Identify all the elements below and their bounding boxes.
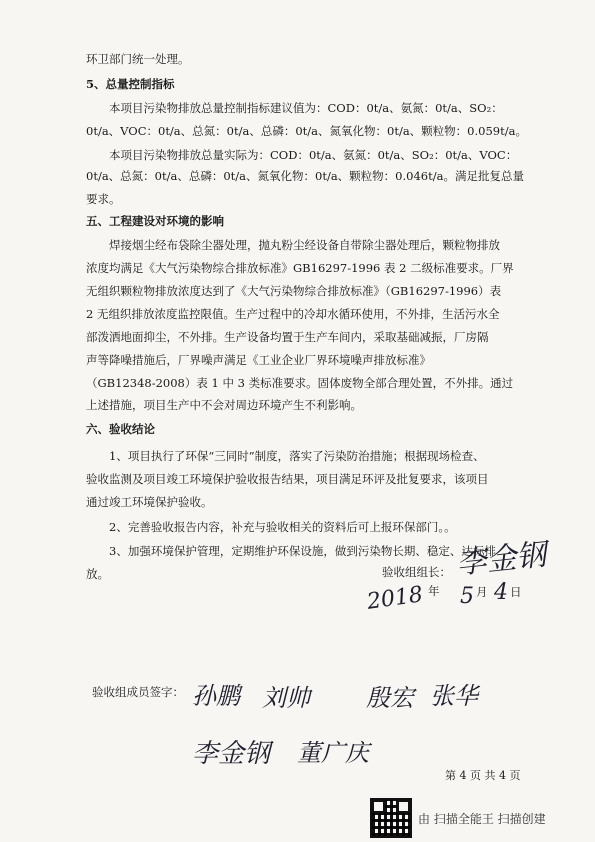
body-line: 1、项目执行了环保“三同时”制度，落实了污染防治措施；根据现场检查、	[86, 449, 485, 463]
date-year-char: 年	[428, 584, 440, 598]
body-line: 部泼洒地面抑尘，不外排。生产设备均置于生产车间内，采取基础减振，厂房隔	[86, 330, 489, 344]
member-signature: 李金钢	[192, 739, 271, 769]
body-line: 0t/a、VOC：0t/a、总氮：0t/a、总磷：0t/a、氮氧化物：0t/a、颗粒物：0.059t/a。	[86, 124, 527, 138]
body-line: 本项目污染物排放总量控制指标建议值为：COD：0t/a、氨氮：0t/a、SO₂：	[86, 101, 503, 115]
members-label: 验收组成员签字：	[92, 685, 184, 699]
body-line: 通过竣工环境保护验收。	[86, 495, 213, 509]
body-line: 浓度均满足《大气污染物综合排放标准》GB16297-1996 表 2 二级标准要求。厂界	[86, 261, 514, 275]
scan-watermark: 由 扫描全能王 扫描创建	[418, 812, 546, 826]
page-number: 第 4 页 共 4 页	[445, 769, 521, 782]
body-line: 3、加强环境保护管理，定期维护环保设施，做到污染物长期、稳定、达标排	[86, 544, 496, 558]
section-heading: 5、总量控制指标	[86, 77, 175, 91]
member-signature: 张华	[430, 682, 478, 710]
body-line: 2、完善验收报告内容，补充与验收相关的资料后可上报环保部门。。	[86, 520, 456, 534]
body-line: 上述措施，项目生产中不会对周边环境产生不利影响。	[86, 398, 362, 412]
member-signature: 孙鹏	[192, 682, 240, 710]
body-line: 声等降噪措施后，厂界噪声满足《工业企业厂界环境噪声排放标准》	[86, 353, 431, 367]
section-heading: 五、工程建设对环境的影响	[86, 214, 224, 228]
member-signature: 殷宏	[366, 684, 414, 712]
section-heading: 六、验收结论	[86, 422, 155, 436]
body-line: 要求。	[86, 192, 121, 206]
leader-signature: 李金钢	[454, 537, 548, 582]
body-line: 本项目污染物排放总量实际为：COD：0t/a、氨氮：0t/a、SO₂：0t/a、VOC：	[86, 148, 518, 162]
member-signature: 董广庆	[297, 739, 369, 767]
body-line: 焊接烟尘经布袋除尘器处理，抛丸粉尘经设备自带除尘器处理后，颗粒物排放	[86, 238, 500, 252]
body-line: 环卫部门统一处理。	[86, 52, 190, 66]
body-line: 0t/a、总氮：0t/a、总磷：0t/a、氮氧化物：0t/a、颗粒物：0.046t/a。满足批复总量	[86, 169, 524, 183]
body-line: 无组织颗粒物排放浓度达到了《大气污染物综合排放标准》（GB16297-1996）表	[86, 284, 502, 298]
date-year: 2018	[365, 582, 425, 615]
body-line: 2 无组织排放浓度监控限值。生产过程中的冷却水循环使用，不外排，生活污水全	[86, 307, 500, 321]
date-month-char: 月	[476, 585, 488, 599]
body-line: （GB12348-2008）表 1 中 3 类标准要求。固体废物全部合理处置，不外排。通过	[86, 376, 514, 390]
qr-code-icon	[372, 800, 410, 836]
body-line: 放。	[86, 567, 109, 581]
body-line: 验收监测及项目竣工环境保护验收报告结果，项目满足环评及批复要求，该项目	[86, 472, 489, 486]
date-day: 4	[494, 580, 508, 605]
leader-label: 验收组组长：	[382, 565, 451, 579]
member-signature: 刘帅	[262, 684, 310, 712]
date-day-char: 日	[510, 585, 522, 599]
date-month: 5	[460, 584, 474, 609]
